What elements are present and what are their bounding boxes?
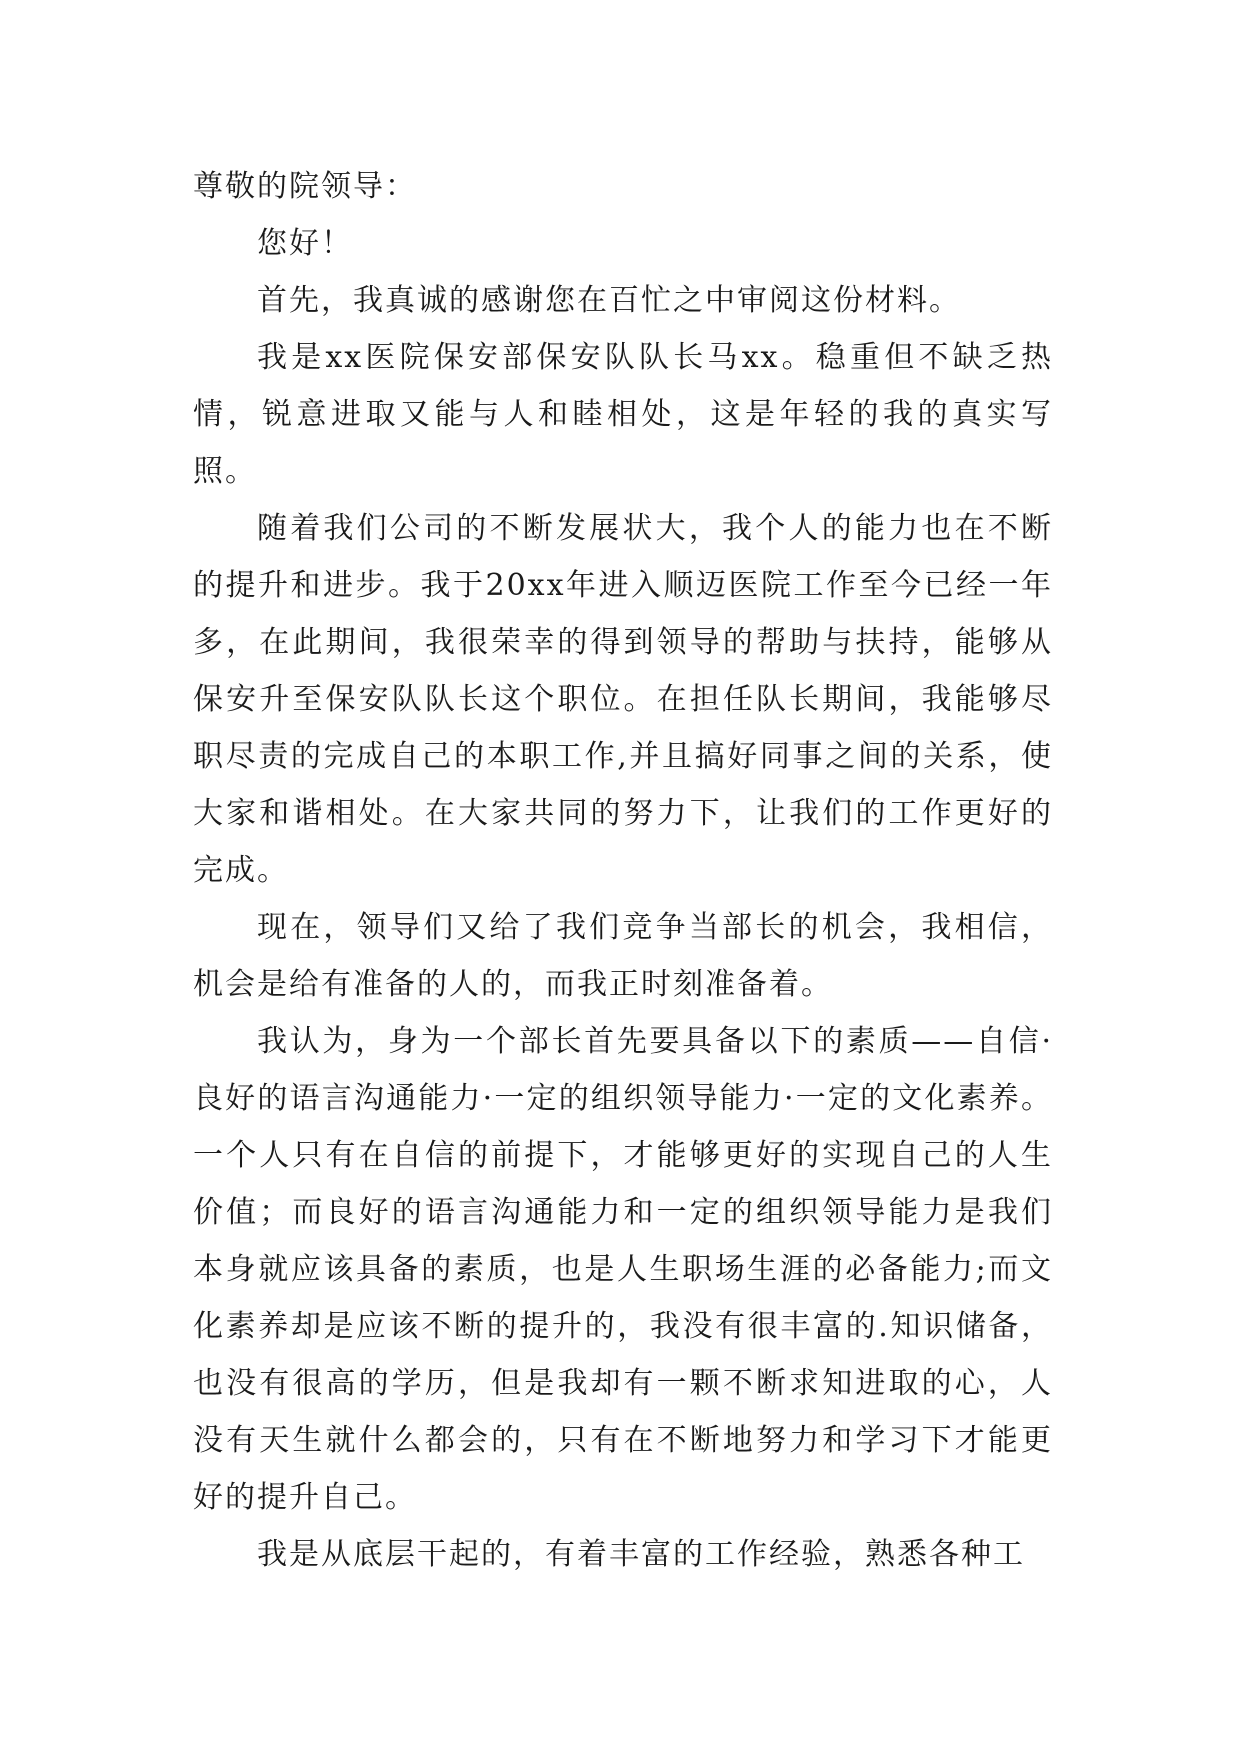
paragraph-thanks: 首先，我真诚的感谢您在百忙之中审阅这份材料。	[257, 283, 961, 318]
paragraph-background: 我是从底层干起的，有着丰富的工作经验，熟悉各种工	[257, 1537, 1025, 1572]
paragraph-experience: 随着我们公司的不断发展状大，我个人的能力也在不断的提升和进步。我于20xx年进入顺迈医院工作至今已经一年多，在此期间，我很荣幸的得到领导的帮助与扶持，能够从保安升至保安队队长这个职位。在担任队长期间，我能够尽职尽责的完成自己的本职工作,并且搞好同事之间的关系，使大家和谐相处。在大家共同的努力下，让我们的工作更好的完成。	[193, 511, 1053, 888]
paragraph-greeting: 您好！	[257, 226, 353, 261]
paragraph-opportunity: 现在，领导们又给了我们竞争当部长的机会，我相信，机会是给有准备的人的，而我正时刻准备着。	[193, 910, 1053, 1002]
paragraph-introduction: 我是xx医院保安部保安队队长马xx。稳重但不缺乏热情，锐意进取又能与人和睦相处，这是年轻的我的真实写照。	[193, 340, 1053, 489]
letter-body	[193, 158, 1053, 1583]
salutation: 尊敬的院领导：	[193, 169, 417, 204]
paragraph-qualities: 我认为，身为一个部长首先要具备以下的素质——自信·良好的语言沟通能力·一定的组织领导能力·一定的文化素养。一个人只有在自信的前提下，才能够更好的实现自己的人生价值；而良好的语言沟通能力和一定的组织领导能力是我们本身就应该具备的素质，也是人生职场生涯的必备能力;而文化素养却是应该不断的提升的，我没有很丰富的.知识储备，也没有很高的学历，但是我却有一颗不断求知进取的心，人没有天生就什么都会的，只有在不断地努力和学习下才能更好的提升自己。	[193, 1024, 1053, 1515]
